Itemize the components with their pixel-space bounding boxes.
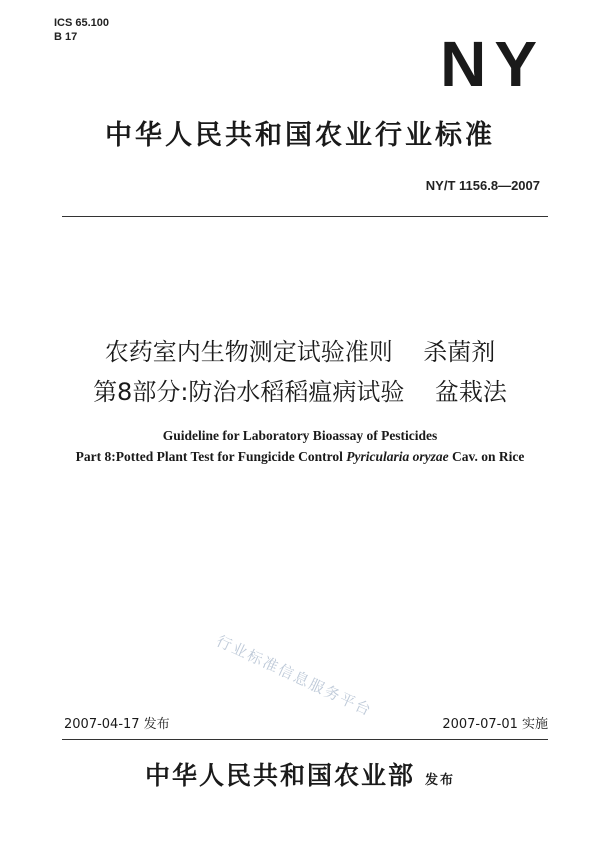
ics-code: ICS 65.100: [54, 17, 110, 29]
english-title-line-2-prefix: Part 8:Potted Plant Test for Fungicide Control: [75, 449, 347, 464]
english-title-line-2-suffix: Cav. on Rice: [448, 449, 525, 464]
bottom-divider: [62, 739, 548, 740]
publisher-suffix: 发布: [425, 773, 456, 788]
watermark: 行业标准信息服务平台: [213, 631, 376, 720]
english-title-species-name: Pyricularia oryzae: [346, 449, 449, 464]
chinese-title-line-2: 第8部分:防治水稻稻瘟病试验 盆栽法: [93, 378, 507, 406]
publisher-name: 中华人民共和国农业部: [144, 761, 415, 790]
standard-number: NY/T 1156.8—2007: [425, 178, 540, 193]
standard-category-title: 中华人民共和国农业行业标准: [105, 120, 495, 151]
ccs-code: B 17: [54, 31, 78, 43]
ny-logo: NY: [440, 28, 545, 100]
chinese-title-line-1: 农药室内生物测定试验准则 杀菌剂: [104, 338, 496, 366]
top-divider: [62, 216, 548, 217]
english-title-line-1: Guideline for Laboratory Bioassay of Pesticides: [162, 428, 438, 443]
english-title-line-2: [0, 448, 600, 466]
issue-date: 2007-04-17 发布: [64, 717, 170, 732]
implementation-date: 2007-07-01 实施: [442, 717, 548, 732]
publisher: [0, 758, 600, 799]
